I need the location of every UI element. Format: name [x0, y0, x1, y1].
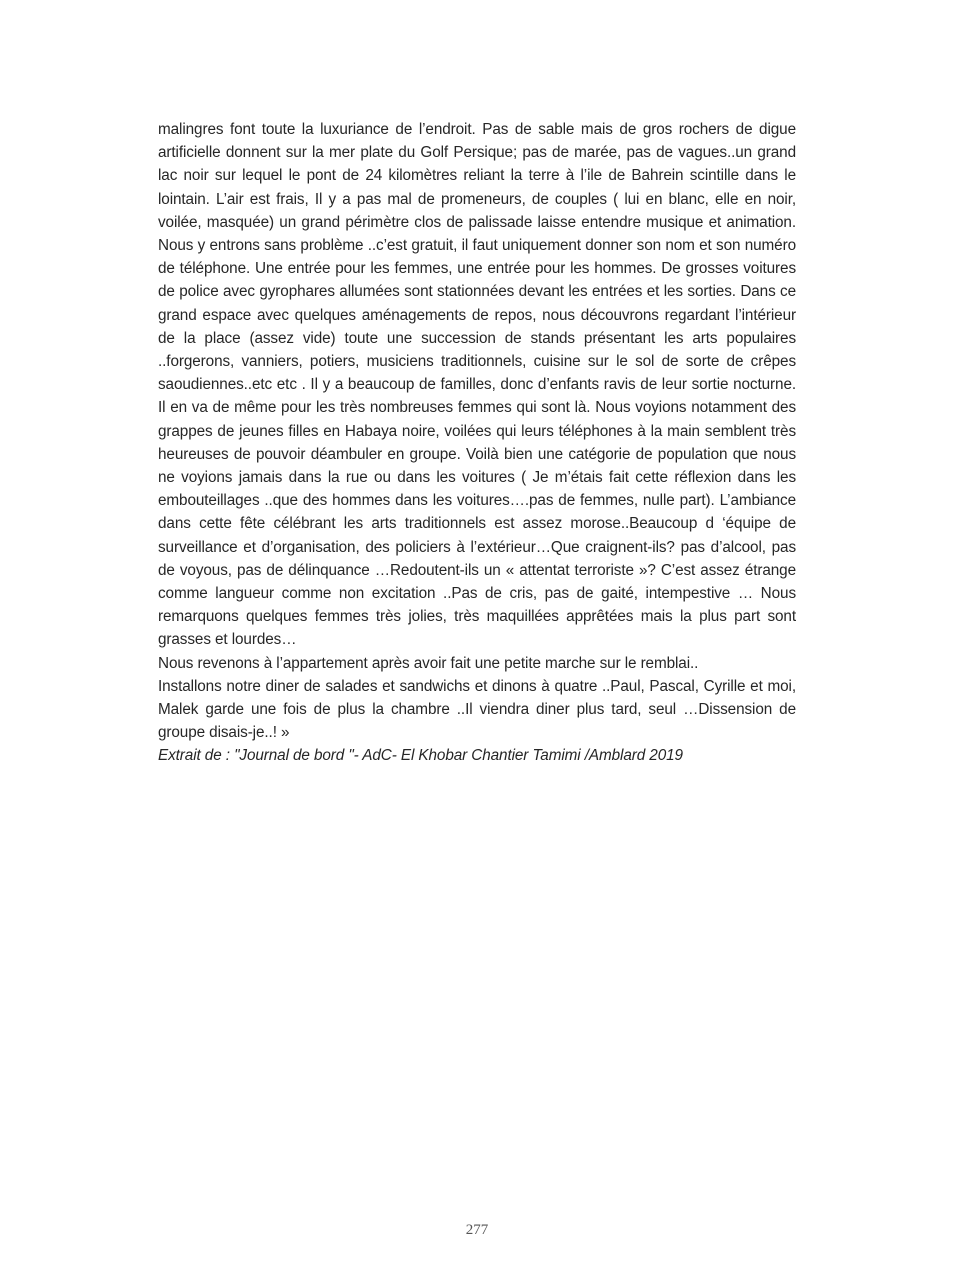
paragraph-dinner: Installons notre diner de salades et sandwichs et dinons à quatre ..Paul, Pascal, Cyrille et moi, Malek garde une fois de plus la chambre ..Il viendra diner plus tard, seul …Dissension de groupe disais-je..! » [158, 677, 796, 742]
paragraph-main: malingres font toute la luxuriance de l’endroit. Pas de sable mais de gros rochers de digue artificielle donnent sur la mer plate du Golf Persique; pas de marée, pas de vagues..un grand lac noir sur lequel le pont de 24 kilomètres reliant la terre à l’ile de Bahrein scintille dans le lointain. L’air est frais, Il y a pas mal de promeneurs, de couples ( lui en blanc, elle en noir, voilée, masquée) un grand périmètre clos de palissade laisse entendre musique et animation. Nous y entrons sans problème ..c’est gratuit, il faut uniquement donner son nom et son numéro de téléphone. Une entrée pour les femmes, une entrée pour les hommes. De grosses voitures de police avec gyrophares allumées sont stationnées devant les entrées et les sorties. Dans ce grand espace avec quelques aménagements de repos, nous découvrons regardant l’intérieur de la place (assez vide) toute une succession de stands présentant les arts populaires ..forgerons, vanniers, potiers, musiciens traditionnels, cuisine sur le sol de sorte de crêpes saoudiennes..etc etc . Il y a beaucoup de familles, donc d’enfants ravis de leur sortie nocturne. Il en va de même pour les très nombreuses femmes qui sont là. Nous voyions notamment des grappes de jeunes filles en Habaya noire, voilées qui leurs téléphones à la main semblent très heureuses de pouvoir déambuler en groupe. Voilà bien une catégorie de population que nous ne voyions jamais dans la rue ou dans les voitures ( Je m’étais fait cette réflexion dans les embouteillages ..que des hommes dans les voitures….pas de femmes, nulle part). L’ambiance dans cette fête célébrant les arts traditionnels est assez morose..Beaucoup d ‘équipe de surveillance et d’organisation, des policiers à l’extérieur…Que craignent-ils? pas d’alcool, pas de voyous, pas de délinquance …Redoutent-ils un « attentat terroriste »? C’est assez étrange comme langueur comme non excitation ..Pas de cris, pas de gaité, intempestive … Nous remarquons quelques femmes très jolies, très maquillées apprêtées mais la plus part sont grasses et lourdes… [158, 121, 796, 649]
source-citation: Extrait de : "Journal de bord "- AdC- El Khobar Chantier Tamimi /Amblard 2019 [158, 747, 683, 765]
body-text [158, 118, 796, 768]
paragraph-return: Nous revenons à l’appartement après avoir fait une petite marche sur le remblai.. [158, 654, 699, 672]
page-number: 277 [465, 1222, 489, 1238]
